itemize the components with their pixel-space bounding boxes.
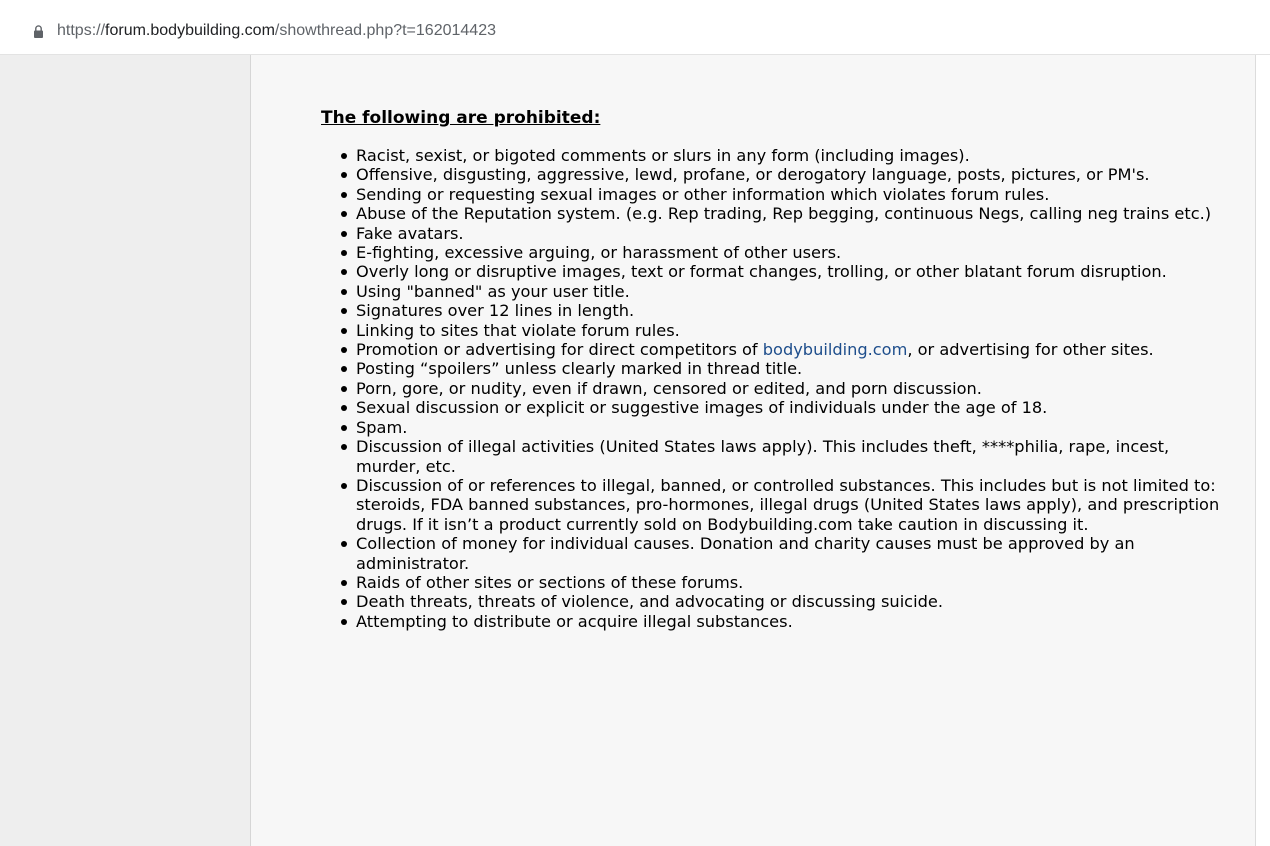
rule-item: Raids of other sites or sections of these forums.: [341, 573, 1221, 592]
rule-item: Fake avatars.: [341, 224, 1221, 243]
rule-item: Sexual discussion or explicit or suggestive images of individuals under the age of 18.: [341, 398, 1221, 417]
url-path: /showthread.php?t=162014423: [274, 22, 496, 39]
browser-address-bar[interactable]: [0, 0, 1270, 55]
rule-item: E-fighting, excessive arguing, or harassment of other users.: [341, 243, 1221, 262]
lock-icon: [34, 25, 43, 38]
url-field[interactable]: [34, 19, 496, 43]
rule-item: Abuse of the Reputation system. (e.g. Rep trading, Rep begging, continuous Negs, calling neg trains etc.): [341, 204, 1221, 223]
rule-item: [341, 340, 1221, 359]
rule-item: Sending or requesting sexual images or other information which violates forum rules.: [341, 185, 1221, 204]
rule-item: Porn, gore, or nudity, even if drawn, censored or edited, and porn discussion.: [341, 379, 1221, 398]
rule-item: Racist, sexist, or bigoted comments or slurs in any form (including images).: [341, 146, 1221, 165]
bodybuilding-link[interactable]: bodybuilding.com: [762, 340, 908, 360]
rule-item: Overly long or disruptive images, text or format changes, trolling, or other blatant forum disruption.: [341, 262, 1221, 281]
rule-item: Discussion of or references to illegal, banned, or controlled substances. This includes but is not limited to: steroids, FDA banned substances, pro-hormones, illegal drugs (United States laws apply), and prescription drugs. If it isn’t a product currently sold on Bodybuilding.com take caution in discussing it.: [341, 476, 1221, 534]
rule-item: Death threats, threats of violence, and advocating or discussing suicide.: [341, 592, 1221, 611]
rule-item: Signatures over 12 lines in length.: [341, 301, 1221, 320]
post-body: [321, 108, 1221, 631]
scrollbar-track[interactable]: [1255, 55, 1270, 846]
rule-item: Using "banned" as your user title.: [341, 282, 1221, 301]
rule-item: Collection of money for individual causes. Donation and charity causes must be approved by an administrator.: [341, 534, 1221, 573]
rules-heading: The following are prohibited:: [321, 108, 601, 128]
rule-item: Discussion of illegal activities (United States laws apply). This includes theft, ****philia, rape, incest, murder, etc.: [341, 437, 1221, 476]
rules-list: [321, 146, 1221, 631]
rule-item: Posting “spoilers” unless clearly marked in thread title.: [341, 359, 1221, 378]
url-scheme: https://: [57, 22, 106, 39]
rule-text: Promotion or advertising for direct competitors of: [356, 340, 763, 360]
rule-item: Attempting to distribute or acquire illegal substances.: [341, 612, 1221, 631]
url-domain: forum.bodybuilding.com: [105, 22, 275, 39]
rule-text: , or advertising for other sites.: [907, 340, 1154, 360]
rule-item: Offensive, disgusting, aggressive, lewd, profane, or derogatory language, posts, pictures, or PM's.: [341, 165, 1221, 184]
left-sidebar: [0, 55, 251, 846]
post-content-area: [251, 55, 1255, 846]
rule-item: Linking to sites that violate forum rules.: [341, 321, 1221, 340]
rule-item: Spam.: [341, 418, 1221, 437]
